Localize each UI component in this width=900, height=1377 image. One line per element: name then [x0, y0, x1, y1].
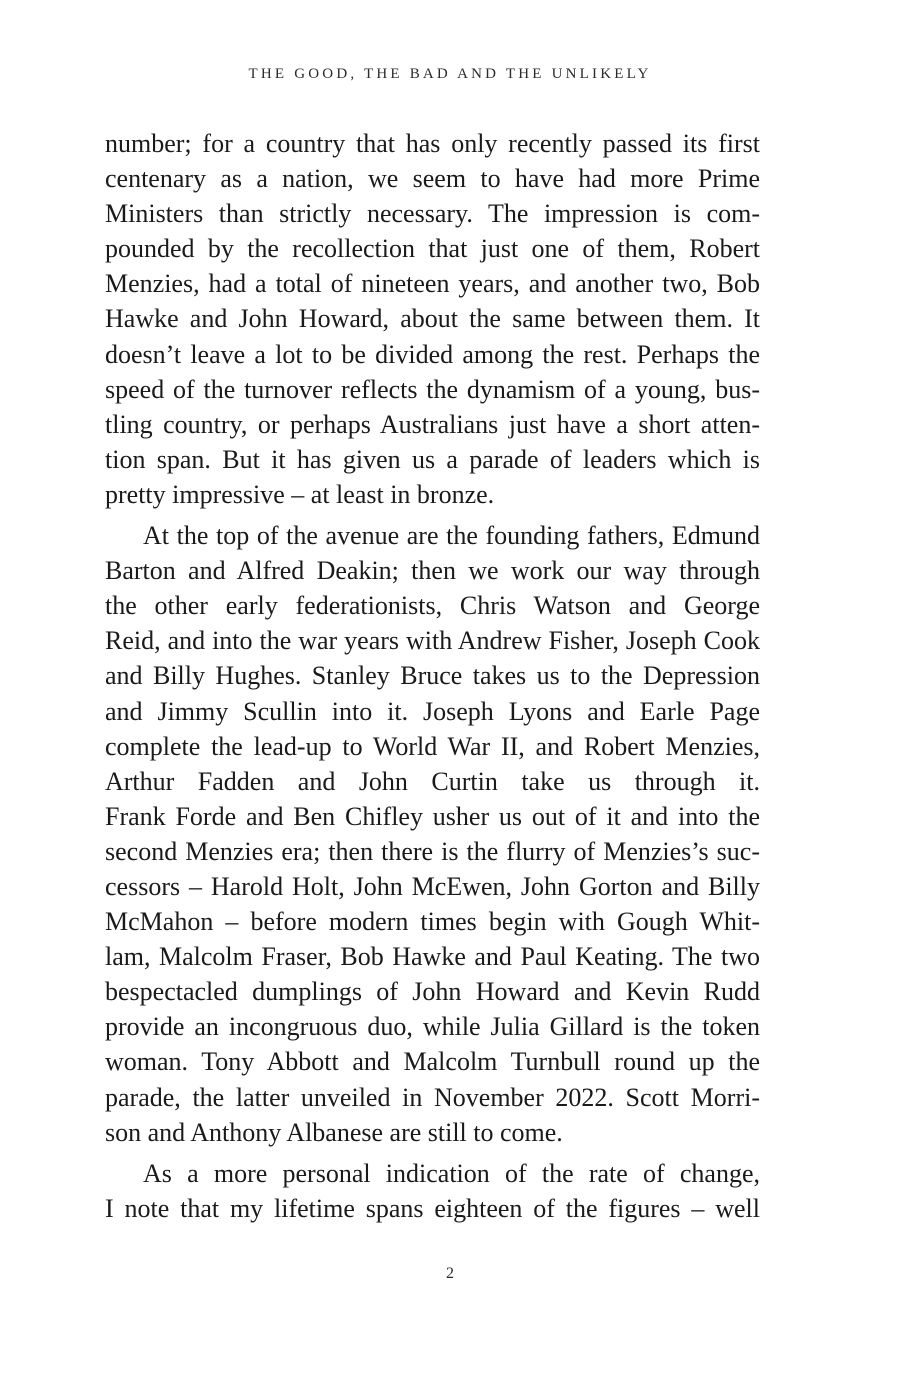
- text-line: complete the lead-up to World War II, and Robert Menzies,: [105, 731, 760, 761]
- text-line: doesn’t leave a lot to be divided among the rest. Perhaps the: [105, 339, 760, 369]
- text-line: I note that my lifetime spans eighteen of the figures – well: [105, 1193, 760, 1223]
- paragraph-2: [105, 518, 760, 1150]
- paragraph-3: [105, 1156, 760, 1226]
- text-line: Reid, and into the war years with Andrew Fisher, Joseph Cook: [105, 626, 760, 656]
- text-line: cessors – Harold Holt, John McEwen, John Gorton and Billy: [105, 871, 760, 901]
- text-line: Ministers than strictly necessary. The impression is com-: [105, 199, 760, 229]
- text-line: Menzies, had a total of nineteen years, and another two, Bob: [105, 269, 760, 299]
- text-line: tion span. But it has given us a parade of leaders which is: [105, 444, 760, 474]
- text-line: woman. Tony Abbott and Malcolm Turnbull round up the: [105, 1047, 760, 1077]
- body-text: [105, 126, 760, 1226]
- text-line: and Jimmy Scullin into it. Joseph Lyons and Earle Page: [105, 696, 760, 726]
- text-line: Hawke and John Howard, about the same between them. It: [105, 304, 760, 334]
- text-line: tling country, or perhaps Australians just have a short atten-: [105, 409, 760, 439]
- text-line: lam, Malcolm Fraser, Bob Hawke and Paul Keating. The two: [105, 942, 760, 972]
- text-line: McMahon – before modern times begin with Gough Whit-: [105, 907, 760, 937]
- text-line: and Billy Hughes. Stanley Bruce takes us to the Depression: [105, 661, 760, 691]
- text-line: pounded by the recollection that just one of them, Robert: [105, 234, 760, 264]
- paragraph-1: [105, 126, 760, 512]
- text-line: second Menzies era; then there is the flurry of Menzies’s suc-: [105, 836, 760, 866]
- text-line: Barton and Alfred Deakin; then we work our way through: [105, 556, 760, 586]
- page-number: 2: [446, 1265, 454, 1282]
- text-line: At the top of the avenue are the founding fathers, Edmund: [143, 521, 760, 551]
- text-line: provide an incongruous duo, while Julia Gillard is the token: [105, 1012, 760, 1042]
- text-line: speed of the turnover reflects the dynamism of a young, bus-: [105, 374, 760, 404]
- text-line: As a more personal indication of the rate of change,: [143, 1158, 760, 1188]
- running-head: THE GOOD, THE BAD AND THE UNLIKELY: [248, 66, 652, 82]
- text-line: the other early federationists, Chris Watson and George: [105, 591, 760, 621]
- text-line: Frank Forde and Ben Chifley usher us out of it and into the: [105, 801, 760, 831]
- text-line: son and Anthony Albanese are still to come.: [105, 1117, 563, 1147]
- text-line: Arthur Fadden and John Curtin take us through it.: [105, 766, 760, 796]
- text-line: bespectacled dumplings of John Howard and Kevin Rudd: [105, 977, 760, 1007]
- text-line: centenary as a nation, we seem to have had more Prime: [105, 164, 760, 194]
- text-line: pretty impressive – at least in bronze.: [105, 479, 495, 509]
- text-line: number; for a country that has only recently passed its first: [105, 129, 760, 158]
- text-line: parade, the latter unveiled in November 2022. Scott Morri-: [105, 1082, 760, 1112]
